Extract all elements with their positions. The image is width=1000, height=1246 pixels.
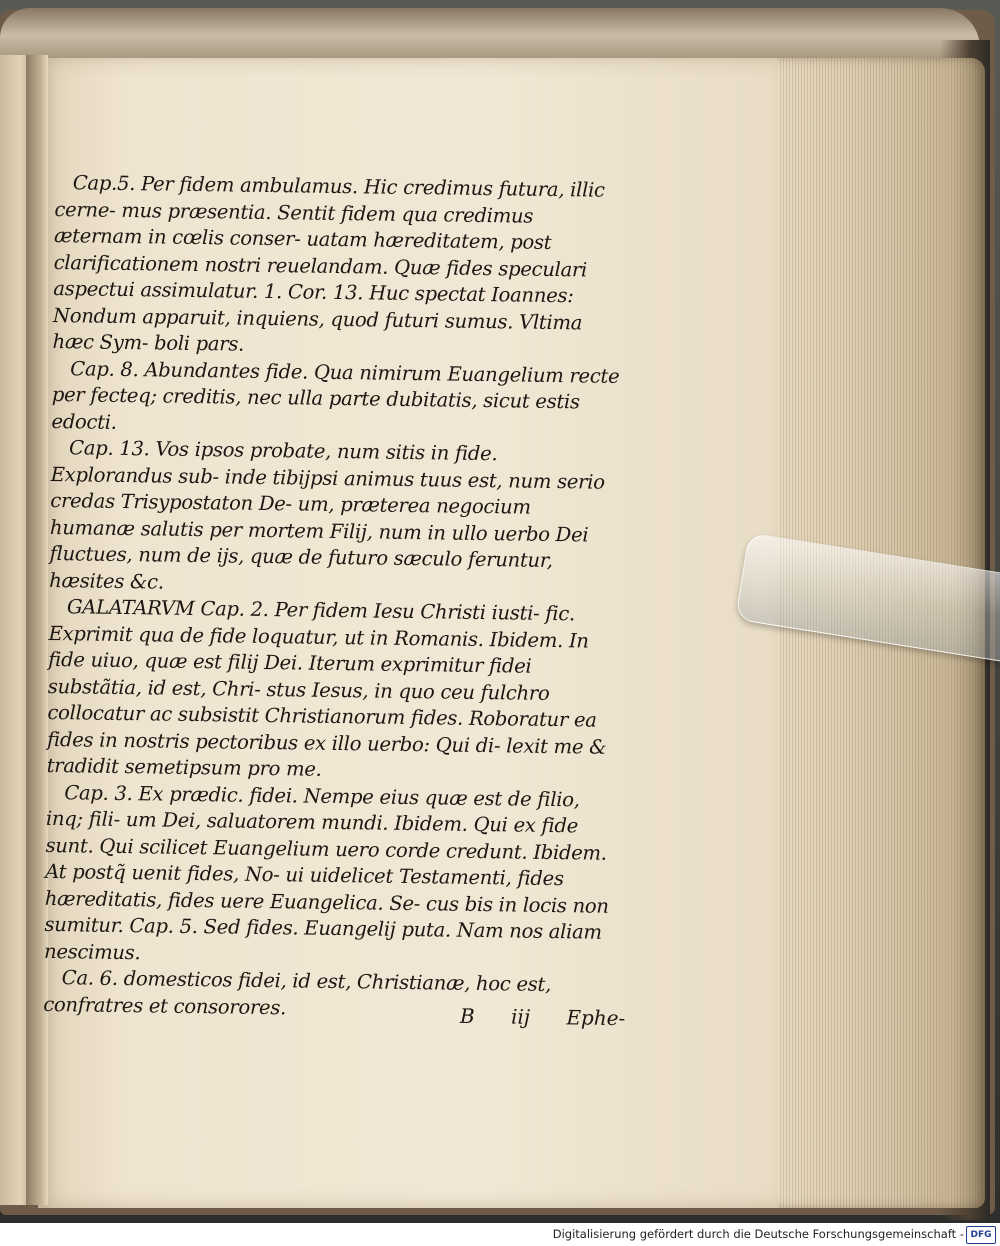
signature-number: iij [510,1004,531,1029]
catchword: Ephe- [566,1005,626,1031]
paragraph-cap8: Cap. 8. Abundantes fide. Qua nimirum Euangelium recte per fecteq; creditis, nec ulla parte dubitatis, sicut estis edocti. [51,356,620,434]
paragraph-cap13: Cap. 13. Vos ipsos probate, num sitis in fide. Explorandus sub- inde tibijpsi animus tuus est, num serio credas Trisypostaton De- um, præterea negocium humanæ salutis per mortem Filij, num in ullo uerbo Dei fluctues, num de ijs, quæ de futuro sæculo feruntur, hæsites &c. [49,436,605,594]
page-text [43,170,625,1029]
funding-credit: Digitalisierung gefördert durch die Deutsche Forschungsgemeinschaft - [552,1227,964,1241]
credit-bar [0,1223,1000,1246]
paragraph-ca6: Ca. 6. domesticos fidei, id est, Christianæ, hoc est, confratres et consorores. [43,966,552,1019]
dfg-logo-icon: DFG [966,1226,996,1244]
signature-letter: B [459,1003,475,1029]
signature-line [460,1004,626,1030]
paragraph-galatarum: GALATARVM Cap. 2. Per fidem Iesu Christi iusti- fic. Exprimit qua de fide loquatur, ut in Romanis. Ibidem. In fide uiuo, quæ est filij Dei. Iterum exprimitur fidei substãtia, id est, Chri- stus Iesus, in quo ceu fulchro collocatur ac subsistit Christianorum fides. Roboratur ea fides in nostris pectoribus ex illo uerbo: Qui di- lexit me & tradidit semetipsum pro me. [46,595,607,781]
book-top-edge [0,8,980,58]
paragraph-cap3: Cap. 3. Ex prædic. fidei. Nempe eius quæ est de filio, inq; fili- um Dei, saluatorem mundi. Ibidem. Qui ex fide sunt. Qui scilicet Euangelium uero corde credunt. Ibidem. At postq̃ uenit fides, No- ui uidelicet Testamenti, fides hæreditatis, fides uere Euangelica. Se- cus bis in locis non sumitur. Cap. 5. Sed fides. Euangelij puta. Nam nos aliam nescimus. [43,780,609,964]
page-gutter [26,55,48,1205]
paragraph-cap5: Cap.5. Per fidem ambulamus. Hic credimus futura, illic cerne- mus præsentia. Sentit fidem qua credimus æternam in cœlis conser- uatam hæreditatem, post clarificationem nostri reuelandam. Quæ fides speculari aspectui assimulatur. 1. Cor. 13. Huc spectat Ioannes: Nondum apparuit, inquiens, quod futuri sumus. Vltima hæc Sym- boli pars. [52,171,605,356]
